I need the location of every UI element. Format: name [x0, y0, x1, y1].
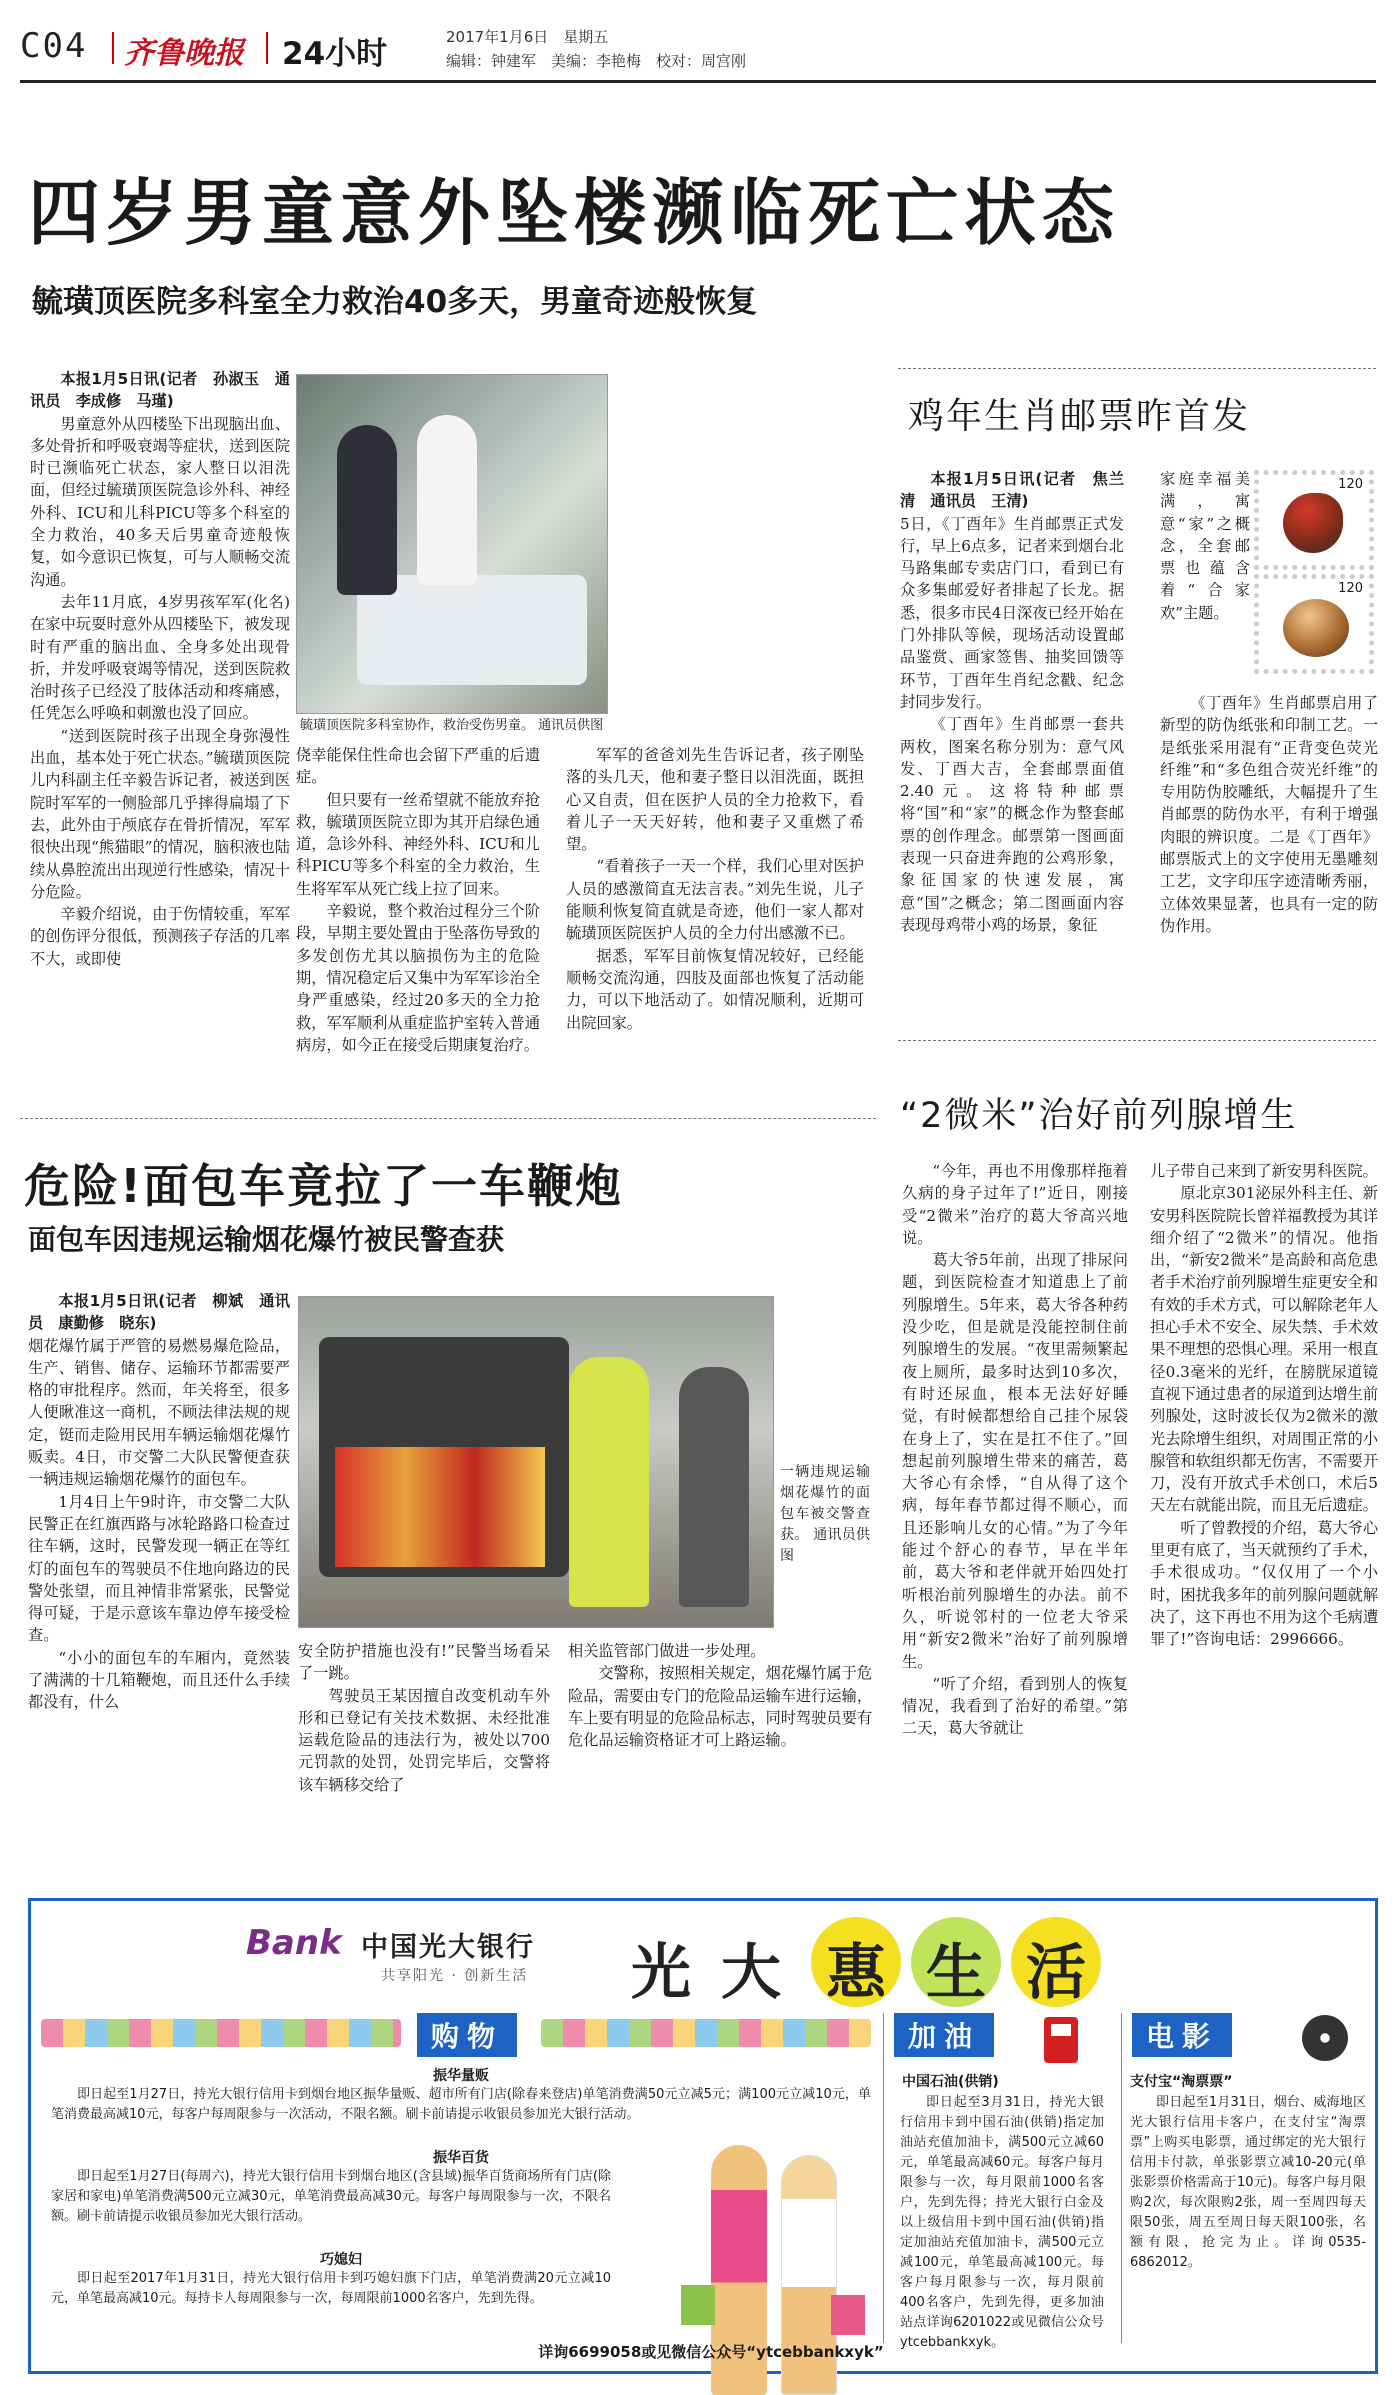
- article1-paragraph: 去年11月底，4岁男孩军军(化名)在家中玩耍时意外从四楼坠下，被发现时有严重的脑出血、全身多处出现骨折，并发呼吸衰竭等情况，送到医院救治时孩子已经没了肢体活动和疼痛感，任凭怎么呼唤和刺激也没了回应。: [30, 592, 290, 723]
- hospital-photo: [296, 374, 608, 714]
- store-name: 振华百货: [433, 2150, 489, 2166]
- article2-column-1: [900, 468, 1124, 1016]
- fuel-offer: 即日起至3月31日，持光大银行信用卡到中国石油(供销)指定加油站充值加油卡，满500元立减60元，单笔最高减60元。每客户每月限参与一次，每月限前1000名客户，先到先得；持光大银行白金及以上级信用卡到中国石油(供销)指定加油站充值加油卡，满500元立减100元，单笔最高减100元。每客户每月限参与一次，每月限前400名客户，先到先得，更多加油站点详询6201022或见微信公众号ytcebbankxyk。: [900, 2095, 1104, 2350]
- article1-paragraph: 辛毅说，整个救治过程分三个阶段，早期主要处置由于坠落伤导致的多发创伤尤其以脑损伤为主的危险期，情况稳定后又集中为军军诊治全身严重感染，经过20多天的全力抢救，军军顺利从重症监护室转入普通病房，如今正在接受后期康复治疗。: [296, 902, 540, 1054]
- article3-paragraph: “今年，再也不用像那样拖着久病的身子过年了!”近日，刚接受“2微米”治疗的葛大爷高兴地说。: [902, 1162, 1128, 1247]
- article2-column-2a: [1160, 468, 1250, 688]
- section-rule: [20, 1118, 876, 1119]
- article2-paragraph: 《丁酉年》生肖邮票一套共两枚，图案名称分别为：意气风发、丁酉大吉，全套邮票面值2.40元。这将特种邮票将“国”和“家”的概念作为整套邮票的创作理念。邮票第一图画面表现一只奋进奔跑的公鸡形象，象征国家的快速发展，寓意“国”之概念；第二图画面内容表现母鸡带小鸡的场景，象征: [900, 715, 1124, 934]
- divider: [112, 32, 114, 64]
- van-photo: [298, 1296, 774, 1628]
- section-name: 24小时: [282, 36, 388, 72]
- shopping-bags-decoration: [41, 2019, 401, 2047]
- bank-slogan: 共享阳光 · 创新生活: [381, 1968, 529, 1984]
- article2-paragraph: 《丁酉年》生肖邮票启用了新型的防伪纸张和印制工艺。一是纸张采用混有“正背变色荧光纤维”和“多色组合荧光纤维”的专用防伪胶雕纸，大幅提升了生肖邮票的防伪水平，有利于增强肉眼的辨识度。二是《丁酉年》邮票版式上的文字使用无墨雕刻工艺，文字印压字迹清晰秀丽，立体效果显著，也具有一定的防伪作用。: [1160, 694, 1378, 935]
- bank-advertisement: [28, 1898, 1378, 2374]
- page-header: [20, 16, 1380, 76]
- stamp-rooster: [1254, 470, 1374, 570]
- tab-fuel: 加油: [894, 2013, 994, 2057]
- section-rule: [898, 1040, 1376, 1041]
- fuel-station-name: 中国石油(供销): [902, 2074, 999, 2090]
- ad-title-char: 光: [631, 1938, 691, 2008]
- bank-logo: [246, 1923, 342, 1963]
- article4-paragraph: 交警称，按照相关规定，烟花爆竹属于危险品，需要由专门的危险品运输车进行运输，车上要有明显的危险品标志，同时驾驶员要有危化品运输资格证才可上路运输。: [568, 1664, 872, 1750]
- bank-logo-text: Bank: [246, 1923, 342, 1963]
- article3-paragraph: 听了曾教授的介绍，葛大爷心里更有底了，当天就预约了手术，手术很成功。“仅仅用了一个小时，困扰我多年的前列腺问题就解决了，这下再也不用为这个毛病遭罪了!”咨询电话：2996666。: [1150, 1518, 1378, 1649]
- section-rule: [898, 368, 1376, 369]
- article4-paragraph: “小小的面包车的车厢内，竟然装了满满的十几箱鞭炮，而且还什么手续都没有，什么: [28, 1648, 290, 1712]
- article4-paragraph: 相关监管部门做进一步处理。: [568, 1642, 766, 1660]
- article1-paragraph: 据悉，军军目前恢复情况较好，已经能顺畅交流沟通，四肢及面部也恢复了活动能力，可以下地活动了。如情况顺利，近期可出院回家。: [566, 946, 864, 1032]
- store-name: 振华量贩: [433, 2068, 489, 2084]
- article4-column-3: [568, 1640, 872, 1890]
- article1-byline: 本报1月5日讯(记者 孙淑玉 通讯员 李成修 马瑾): [30, 370, 290, 411]
- shopping-bags-decoration: [541, 2019, 871, 2047]
- issue-date: 2017年1月6日 星期五: [446, 28, 609, 46]
- ad-title: [621, 1911, 1221, 2011]
- article3-paragraph: 葛大爷5年前，出现了排尿问题，到医院检查才知道患上了前列腺增生。5年来，葛大爷各种药没少吃，但是就是没能控制住前列腺增生的发展。“夜里需频繁起夜上厕所，最多时达到10多次，有时还尿血，根本无法好好睡觉，有时候都想给自己挂个尿袋在身上了，实在是扛不住了。”回想起前列腺增生带来的痛苦，葛大爷心有余悸，“自从得了这个病，每年春节都过得不顺心，而且还影响儿女的心情。”为了今年能过个舒心的春节，早在半年前，葛大爷和老伴就开始四处打听根治前列腺增生的办法。前不久，听说邻村的一位老大爷采用“新安2微米”治好了前列腺增生。: [902, 1251, 1128, 1671]
- rooster-icon: [1283, 493, 1343, 553]
- article2-headline: 鸡年生肖邮票昨首发: [908, 396, 1251, 437]
- ad-title-char: 生: [926, 1938, 986, 2008]
- driver-figure: [679, 1367, 749, 1607]
- ad-title-char: 大: [721, 1938, 781, 2008]
- movie-section: [1121, 2013, 1371, 2343]
- article4-photo-caption: 一辆违规运输烟花爆竹的面包车被交警查获。 通讯员供图: [780, 1464, 870, 1564]
- article1-column-3: [566, 744, 864, 1104]
- stamp-denomination: 120: [1338, 477, 1363, 492]
- article4-paragraph: 安全防护措施也没有!”民警当场看呆了一跳。: [298, 1642, 550, 1683]
- article1-paragraph: 男童意外从四楼坠下出现脑出血、多处骨折和呼吸衰竭等症状，送到医院时已濒临死亡状态，家人整日以泪洗面，但经过毓璜顶医院急诊外科、神经外科、ICU和儿科PICU等多个科室的全力救治，40多天后男童奇迹般恢复，如今意识已恢复，可与人顺畅交流沟通。: [30, 414, 290, 589]
- bank-name: 中国光大银行: [361, 1932, 535, 1963]
- firecracker-boxes: [335, 1447, 545, 1567]
- article1-paragraph: “看着孩子一天一个样，我们心里对医护人员的感激简直无法言表。”刘先生说，儿子能顺利恢复简直就是奇迹，他们一家人都对毓璜顶医院医护人员的全力付出感激不已。: [566, 857, 864, 943]
- article4-paragraph: 驾驶员王某因擅自改变机动车外形和已登记有关技术数据、未经批准运载危险品的违法行为，被处以700元罚款的处罚，处罚完毕后，交警将该车辆移交给了: [298, 1686, 550, 1794]
- ad-title-char: 惠: [826, 1938, 886, 2008]
- shopping-bag: [681, 2285, 715, 2325]
- article3-paragraph: “听了介绍，看到别人的恢复情况，我看到了治好的希望。”第二天，葛大爷就让: [902, 1674, 1128, 1738]
- visitor-figure: [337, 425, 397, 595]
- article4-headline: 危险!面包车竟拉了一车鞭炮: [24, 1159, 623, 1213]
- store-offer: 即日起至1月27日，持光大银行信用卡到烟台地区振华量贩、超市所有门店(除春来登店)单笔消费满50元立减5元；满100元立减10元，单笔消费最高减10元，每客户每周限参与一次活动，不限名额。刷卡前请提示收银员参加光大银行活动。: [51, 2087, 871, 2122]
- divider: [266, 32, 268, 64]
- fuel-section: [883, 2013, 1113, 2350]
- stamp-denomination: 120: [1338, 581, 1363, 596]
- movie-provider-name: 支付宝“淘票票”: [1130, 2074, 1233, 2090]
- ad-title-char: 活: [1026, 1938, 1086, 2008]
- tab-movie: 电影: [1132, 2013, 1232, 2057]
- shopping-section: [41, 2013, 881, 2313]
- article3-column-2: [1150, 1160, 1378, 1950]
- article2-paragraph: 5日，《丁酉年》生肖邮票正式发行，早上6点多，记者来到烟台北马路集邮专卖店门口，看到已有众多集邮爱好者排起了长龙。据悉，很多市民4日深夜已经开始在门外排队等候，现场活动设置邮品鉴赏、画家签售、抽奖回馈等环节，丁酉年生肖纪念戳、纪念封同步发行。: [900, 514, 1124, 711]
- article3-paragraph: 儿子带自己来到了新安男科医院。: [1150, 1162, 1378, 1180]
- article4-paragraph: 烟花爆竹属于严管的易燃易爆危险品，生产、销售、储存、运输环节都需要严格的审批程序。然而，年关将至，很多人便瞅准这一商机，不顾法律法规的规定，铤而走险用民用车辆运输烟花爆竹贩卖。4日，市交警二大队民警便查获一辆违规运输烟花爆竹的面包车。: [28, 1336, 290, 1489]
- article2-paragraph: 家庭幸福美满，寓意“家”之概念，全套邮票也蕴含着“合家欢”主题。: [1160, 470, 1250, 622]
- article4-paragraph: 1月4日上午9时许，市交警二大队民警正在红旗西路与冰轮路路口检查过往车辆，这时，民警发现一辆正在等红灯的面包车的驾驶员不住地向路边的民警处张望，而且神情非常紧张，民警觉得可疑，于是示意该车靠边停车接受检查。: [28, 1492, 290, 1645]
- article2-byline: 本报1月5日讯(记者 焦兰清 通讯员 王清): [900, 470, 1124, 511]
- nurse-figure: [417, 415, 477, 585]
- article2-column-2b: [1160, 692, 1378, 1012]
- article3-paragraph: 原北京301泌尿外科主任、新安男科医院院长曾祥福教授为其详细介绍了“2微米”的情况。他指出，“新安2微米”是高龄和高危患者手术治疗前列腺增生症更安全和有效的手术方式，可以解除老年人担心手术不安全、尿失禁、手术效果不理想的恐惧心理。采用一根直径0.3毫米的光纤，在膀胱尿道镜直视下通过患者的尿道到达增生前列腺处，这时波长仅为2微米的激光去除增生组织，对周围正常的小腺管和软组织都无伤害，不需要开刀，没有开放式手术创口，术后5天左右就能出院，而且无后遗症。: [1150, 1184, 1378, 1515]
- article1-headline: 四岁男童意外坠楼濒临死亡状态: [28, 171, 1121, 255]
- ad-footer: 详询6699058或见微信公众号“ytcebbankxyk”: [538, 2343, 884, 2361]
- article1-paragraph: “送到医院时孩子出现全身弥漫性出血，基本处于死亡状态。”毓璜顶医院儿内科副主任辛毅告诉记者，被送到医院时军军的一侧脸部几乎摔得扁塌了下去，此外由于颅底存在骨折情况，军军很快出现“熊猫眼”的情况，脑积液也陆续从鼻腔流出出现逆行性感染，情况十分危险。: [30, 726, 290, 901]
- article1-paragraph: 但只要有一丝希望就不能放弃抢救，毓璜顶医院立即为其开启绿色通道，急诊外科、神经外科、ICU和儿科PICU等多个科室的全力救治，生生将军军从死亡线上拉了回来。: [296, 790, 540, 898]
- store-offer: 即日起至1月27日(每周六)，持光大银行信用卡到烟台地区(含县域)振华百货商场所有门店(除家居和家电)单笔消费满500元立减30元，单笔消费最高减30元。每客户每周限参与一次，不限名额。刷卡前请提示收银员参加光大银行活动。: [51, 2169, 611, 2224]
- paper-name-logo: 齐鲁晚报: [124, 36, 244, 71]
- header-rule: [20, 80, 1376, 83]
- article1-paragraph: 军军的爸爸刘先生告诉记者，孩子刚坠落的头几天，他和妻子整日以泪洗面，既担心又自责，但在医护人员的全力抢救下，看着儿子一天天好转，他和妻子又重燃了希望。: [566, 746, 864, 854]
- article1-subhead: 毓璜顶医院多科室全力救治40多天，男童奇迹般恢复: [32, 284, 758, 320]
- article3-headline: “2微米”治好前列腺增生: [900, 1096, 1298, 1136]
- fuel-pump-window: [1051, 2024, 1071, 2036]
- article1-paragraph: 侥幸能保住性命也会留下严重的后遗症。: [296, 746, 540, 787]
- store-offer: 即日起至2017年1月31日，持光大银行信用卡到巧媳妇旗下门店，单笔消费满20元立减10元，单笔最高减10元。每持卡人每周限参与一次，每周限前1000名客户，先到先得。: [51, 2271, 611, 2306]
- fuel-pump-icon: [1044, 2017, 1078, 2063]
- article4-column-1: [28, 1290, 290, 1890]
- stamp-hen: [1254, 574, 1374, 674]
- article3-column-1: [902, 1160, 1128, 1950]
- editor-credits: 编辑：钟建军 美编：李艳梅 校对：周宫刚: [446, 52, 747, 70]
- article4-subhead: 面包车因违规运输烟花爆竹被民警查获: [28, 1223, 505, 1256]
- article1-column-2: [296, 744, 540, 1104]
- article1-paragraph: 辛毅介绍说，由于伤情较重，军军的创伤评分很低，预测孩子存活的几率不大，或即使: [30, 905, 290, 968]
- shopping-bag: [831, 2295, 865, 2335]
- article1-photo-caption: 毓璜顶医院多科室协作，救治受伤男童。 通讯员供图: [300, 718, 604, 733]
- article1-column-1: [30, 368, 290, 1138]
- tab-shopping: 购物: [417, 2013, 517, 2057]
- article4-byline: 本报1月5日讯(记者 柳斌 通讯员 康勤修 晓东): [28, 1292, 290, 1333]
- police-officer-figure: [569, 1357, 649, 1607]
- page-number: C04: [20, 26, 88, 66]
- movie-offer: 即日起至1月31日，烟台、威海地区光大银行信用卡客户，在支付宝“淘票票”上购买电影票，通过绑定的光大银行信用卡付款，单张影票立减10-20元(单张影票价格需高于10元)。每客户每月限购2次，每次限购2张，周一至周四每天限50张，周五至周日每天限100张，名额有限，抢完为止。详询0535-6862012。: [1130, 2095, 1366, 2270]
- film-reel-icon: [1302, 2015, 1348, 2061]
- store-name: 巧媳妇: [320, 2252, 362, 2268]
- hen-icon: [1283, 599, 1349, 657]
- article4-column-2: [298, 1640, 550, 1890]
